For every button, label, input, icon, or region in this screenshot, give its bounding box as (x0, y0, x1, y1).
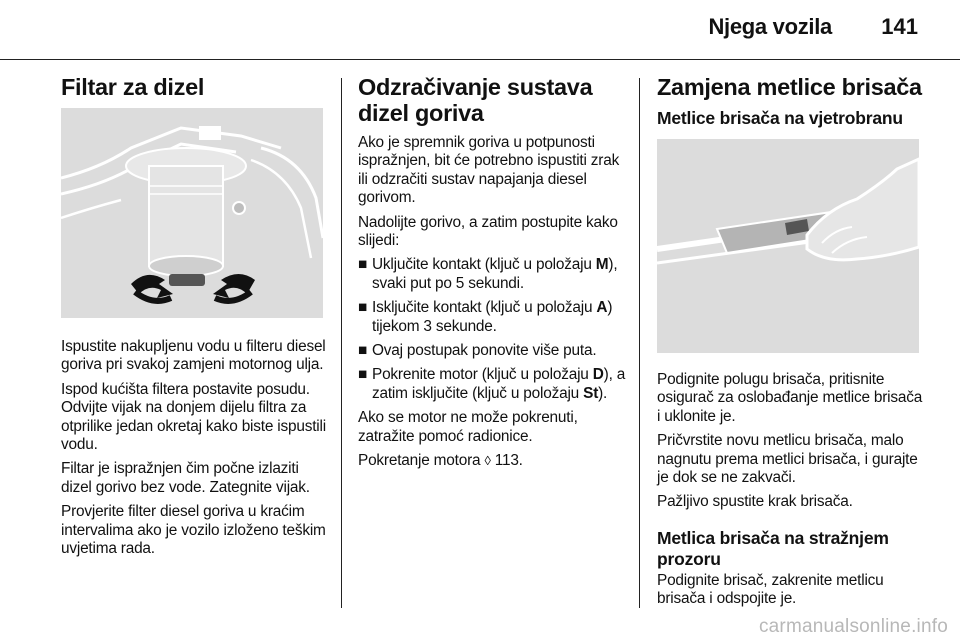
instruction-list (358, 256, 626, 403)
subheading-rear-wiper: Metlica brisača na stražnjem prozoru (657, 527, 889, 569)
page-reference-icon: ◊ (484, 453, 491, 469)
reference-page: 113. (494, 452, 523, 470)
list-text: ), a zatim isključite (ključ u položaju (372, 366, 626, 402)
cross-reference (358, 452, 626, 470)
heading-bleeding-system: Odzračivanje sustava dizel goriva (358, 74, 593, 126)
list-item (358, 256, 626, 293)
diesel-filter-illustration (61, 108, 323, 318)
header-rule (0, 59, 960, 60)
heading-wiper-replacement: Zamjena metlice brisača (657, 74, 922, 100)
paragraph: Filtar je ispražnjen čim počne izlaziti dizel gorivo bez vode. Zategnite vijak. (61, 460, 310, 496)
paragraph: Podignite polugu brisača, pritisnite osigurač za oslobađanje metlice brisača i uklonite je. (657, 371, 923, 425)
column-divider-2 (639, 78, 640, 608)
paragraph: Ako se motor ne može pokrenuti, zatražite pomoć radionice. (358, 409, 578, 445)
list-item (358, 299, 626, 336)
list-text: Pokrenite motor (ključ u položaju (372, 366, 593, 384)
column-diesel-filter (61, 74, 329, 564)
bullet-icon: ■ (358, 342, 368, 360)
watermark: carmanualsonline.info (758, 616, 948, 637)
bullet-icon: ■ (358, 256, 368, 274)
paragraph: Nadolijte gorivo, a zatim postupite kako slijedi: (358, 213, 618, 250)
reference-text: Pokretanje motora (358, 452, 481, 470)
paragraph: Provjerite filter diesel goriva u kraćim intervalima ako je vozilo izloženo teškim uvjetima rada. (61, 503, 326, 558)
key-position: D (592, 366, 604, 384)
wiper-blade-illustration (657, 139, 919, 353)
key-position: St (583, 384, 599, 402)
bullet-icon: ■ (358, 299, 368, 317)
subheading-windscreen-wiper: Metlice brisača na vjetrobranu (657, 108, 903, 128)
paragraph: Pažljivo spustite krak brisača. (657, 493, 853, 511)
key-position: M (595, 256, 609, 274)
list-text: ) tijekom 3 sekunde. (372, 299, 613, 335)
list-text: ). (598, 384, 608, 402)
paragraph: Ako je spremnik goriva u potpunosti ispražnjen, bit će potrebno ispustiti zrak ili odzračiti sustav napajanja diesel gorivom. (358, 134, 620, 207)
column-divider-1 (341, 78, 342, 608)
list-item (358, 366, 626, 403)
list-text: Uključite kontakt (ključ u položaju (372, 256, 596, 274)
header-section-title: Njega vozila (708, 14, 832, 39)
page-number: 141 (881, 14, 918, 39)
paragraph: Ispustite nakupljenu vodu u filteru diesel goriva pri svakoj zamjeni motornog ulja. (61, 338, 326, 374)
paragraph: Pričvrstite novu metlicu brisača, malo nagnutu prema metlici brisača, i gurajte je dok se ne zakvači. (657, 432, 918, 487)
bullet-icon: ■ (358, 366, 368, 384)
list-text: Isključite kontakt (ključ u položaju (372, 299, 597, 317)
column-bleeding-system (358, 74, 626, 477)
list-item (358, 342, 626, 360)
list-text: Ovaj postupak ponovite više puta. (372, 342, 597, 360)
heading-diesel-filter: Filtar za dizel (61, 74, 205, 100)
list-text: ), svaki put po 5 sekundi. (372, 256, 618, 292)
paragraph: Ispod kućišta filtera postavite posudu. Odvijte vijak na donjem dijelu filtra za otprilike jedan okretaj kako biste ispustili vodu. (61, 380, 326, 454)
column-wiper-blade (657, 74, 925, 615)
key-position: A (596, 299, 608, 317)
paragraph: Podignite brisač, zakrenite metlicu brisača i odspojite je. (657, 571, 884, 608)
